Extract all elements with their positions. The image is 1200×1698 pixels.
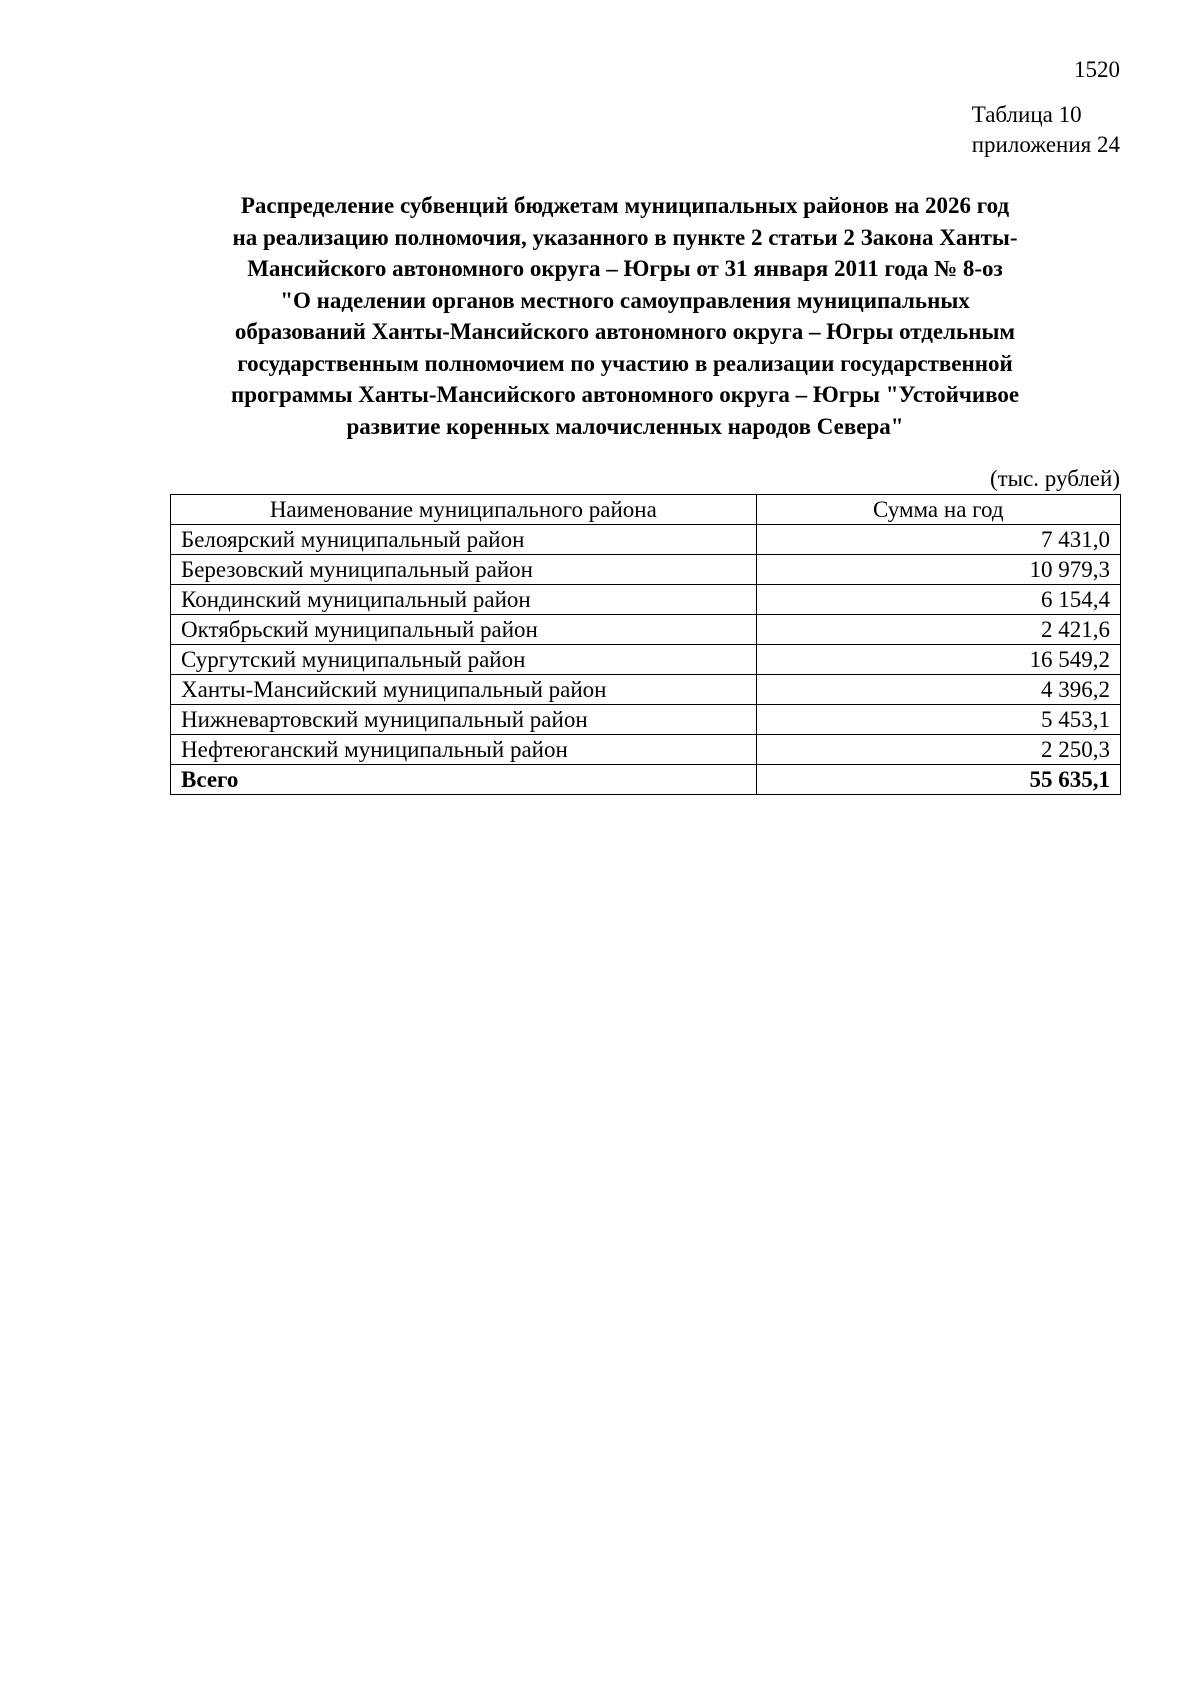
table-row xyxy=(171,735,1121,765)
district-sum: 5 453,1 xyxy=(756,705,1120,735)
total-sum: 55 635,1 xyxy=(756,765,1120,795)
district-name: Ханты-Мансийский муниципальный район xyxy=(171,675,757,705)
total-label: Всего xyxy=(171,765,757,795)
title-line: Мансийского автономного округа – Югры от 31 января 2011 года № 8-оз xyxy=(247,256,1003,281)
district-sum: 16 549,2 xyxy=(756,645,1120,675)
header-annual-sum: Сумма на год xyxy=(756,495,1120,525)
district-name: Белоярский муниципальный район xyxy=(171,525,757,555)
table-row xyxy=(171,675,1121,705)
table-header-row xyxy=(171,495,1121,525)
title-line: государственным полномочием по участию в реализации государственной xyxy=(237,350,1013,376)
district-sum: 2 421,6 xyxy=(756,615,1120,645)
district-sum: 7 431,0 xyxy=(756,525,1120,555)
title-line: Распределение субвенций бюджетам муниципальных районов на 2026 год xyxy=(240,193,1010,218)
table-row xyxy=(171,555,1121,585)
district-sum: 4 396,2 xyxy=(756,675,1120,705)
district-name: Сургутский муниципальный район xyxy=(171,645,757,675)
district-name: Нефтеюганский муниципальный район xyxy=(171,735,757,765)
page-number: 1520 xyxy=(1074,57,1120,82)
table-row xyxy=(171,615,1121,645)
title-line: "О наделении органов местного самоуправления муниципальных xyxy=(280,287,970,313)
table-reference-line: приложения 24 xyxy=(971,132,1120,157)
table-row xyxy=(171,585,1121,615)
document-title xyxy=(175,190,1075,442)
title-line: программы Ханты-Мансийского автономного округа – Югры "Устойчивое xyxy=(230,382,1020,407)
district-sum: 6 154,4 xyxy=(756,585,1120,615)
header-district-name: Наименование муниципального района xyxy=(171,495,757,525)
title-line: на реализацию полномочия, указанного в пункте 2 статьи 2 Закона Ханты- xyxy=(232,224,1018,250)
table-reference-line: Таблица 10 xyxy=(971,102,1082,127)
district-name: Кондинский муниципальный район xyxy=(171,585,757,615)
subsidy-table xyxy=(170,494,1121,795)
table-row xyxy=(171,645,1121,675)
table-row xyxy=(171,525,1121,555)
units-label: (тыс. рублей) xyxy=(989,466,1120,491)
district-sum: 2 250,3 xyxy=(756,735,1120,765)
table-total-row xyxy=(171,765,1121,795)
title-line: образований Ханты-Мансийского автономного округа – Югры отдельным xyxy=(234,319,1016,344)
district-name: Нижневартовский муниципальный район xyxy=(171,705,757,735)
title-line: развитие коренных малочисленных народов Севера" xyxy=(346,413,904,439)
district-name: Березовский муниципальный район xyxy=(171,555,757,585)
table-row xyxy=(171,705,1121,735)
district-sum: 10 979,3 xyxy=(756,555,1120,585)
district-name: Октябрьский муниципальный район xyxy=(171,615,757,645)
table-reference xyxy=(972,100,1120,160)
